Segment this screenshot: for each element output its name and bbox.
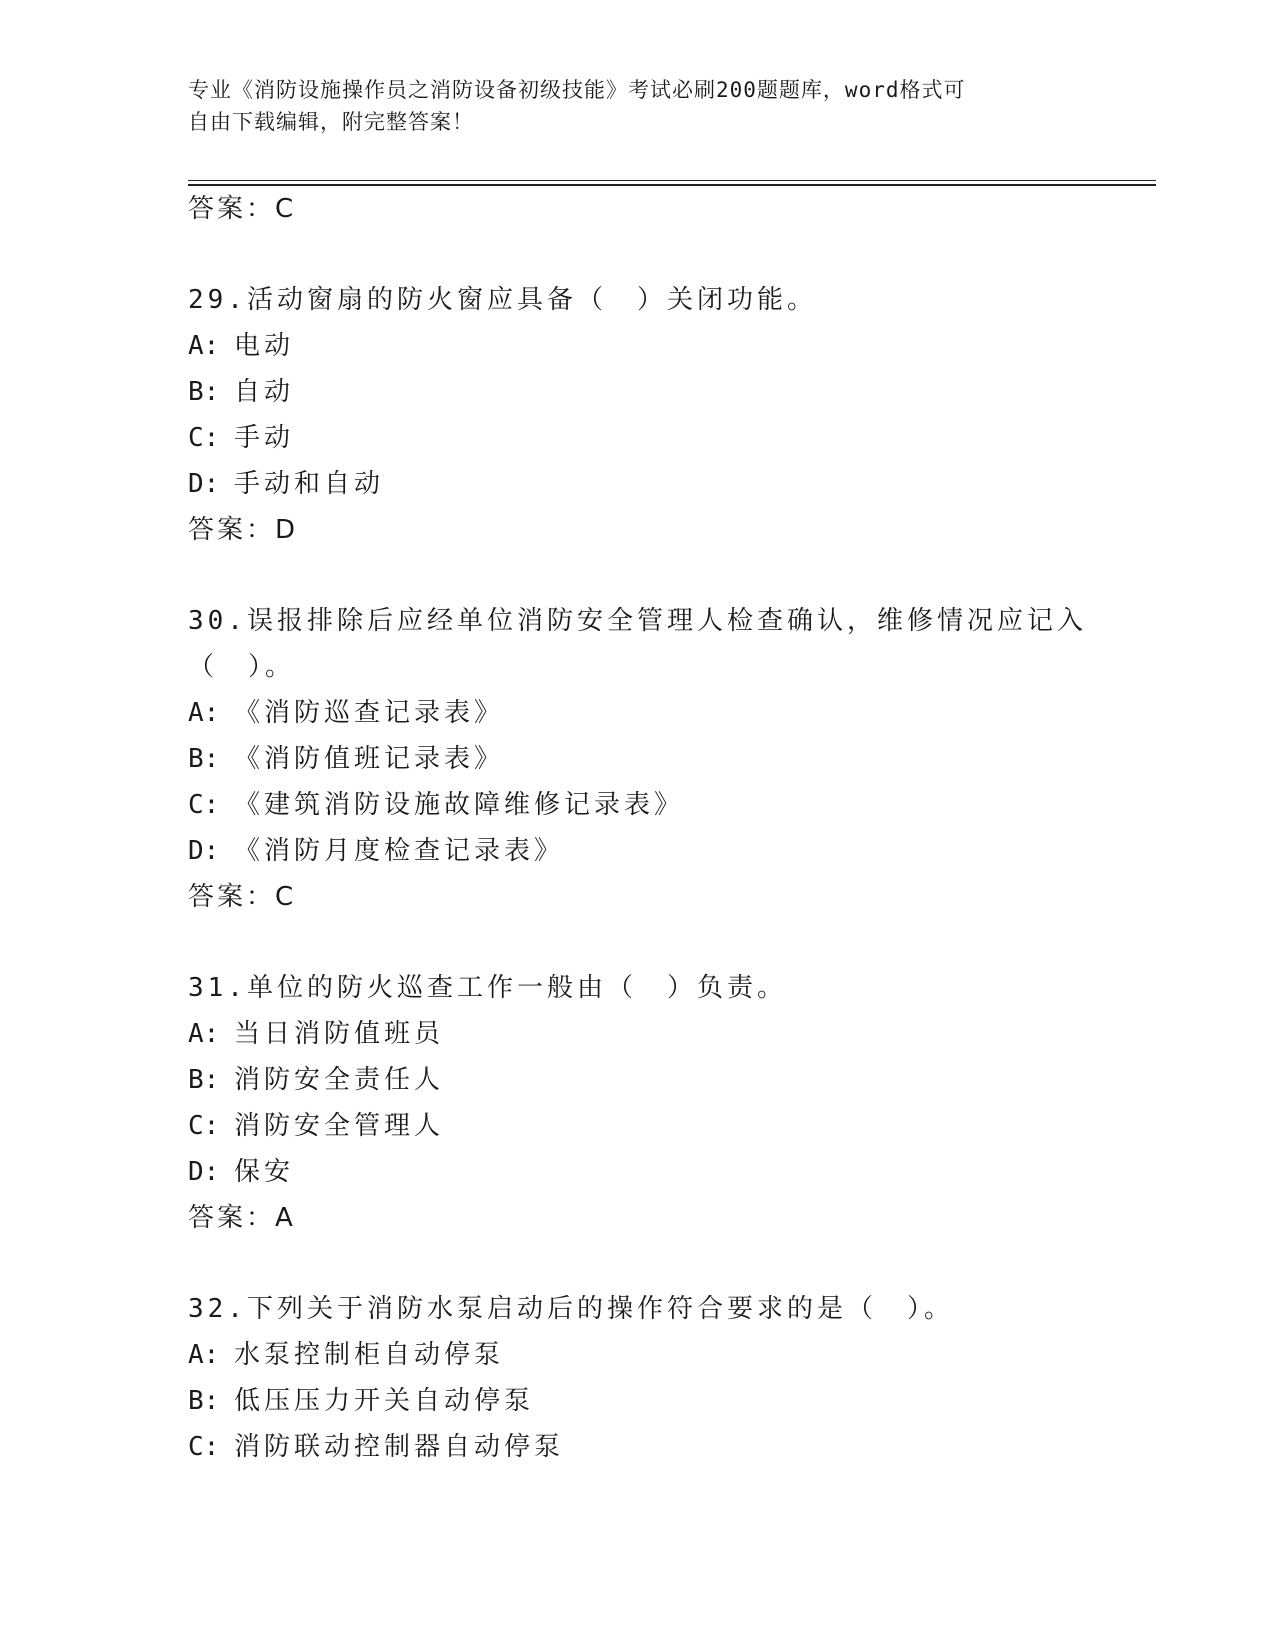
- option-b: [188, 736, 1088, 782]
- answer: 答案：D: [188, 515, 299, 545]
- question-29: [188, 277, 1088, 553]
- option-d: [188, 1149, 1088, 1195]
- option-label: C:: [188, 790, 220, 820]
- question-list: [188, 186, 1088, 1470]
- option-c: [188, 1424, 1088, 1470]
- option-label: A:: [188, 698, 220, 728]
- option-text: 《建筑消防设施故障维修记录表》: [234, 790, 685, 820]
- option-a: [188, 1332, 1088, 1378]
- option-text: 手动: [234, 423, 295, 453]
- option-label: C:: [188, 1111, 220, 1141]
- option-text: 电动: [234, 331, 295, 361]
- option-label: A:: [188, 1340, 220, 1370]
- option-text: 手动和自动: [234, 469, 385, 499]
- option-c: [188, 1103, 1088, 1149]
- question-text: 31.单位的防火巡查工作一般由（ ）负责。: [188, 973, 787, 1003]
- answer: 答案：C: [188, 882, 297, 912]
- option-a: [188, 323, 1088, 369]
- header-divider-thin: [188, 180, 1156, 181]
- option-text: 当日消防值班员: [234, 1019, 445, 1049]
- option-text: 消防安全管理人: [234, 1111, 445, 1141]
- option-label: A:: [188, 331, 220, 361]
- option-text: 《消防巡查记录表》: [234, 698, 505, 728]
- option-b: [188, 1378, 1088, 1424]
- question-32: [188, 1286, 1088, 1470]
- option-label: C:: [188, 1432, 220, 1462]
- option-text: 消防联动控制器自动停泵: [234, 1432, 565, 1462]
- answer: 答案：A: [188, 1203, 296, 1233]
- option-text: 自动: [234, 377, 295, 407]
- option-text: 水泵控制柜自动停泵: [234, 1340, 505, 1370]
- question-text: 30.误报排除后应经单位消防安全管理人检查确认，维修情况应记入（ ）。: [188, 606, 1087, 682]
- option-text: 消防安全责任人: [234, 1065, 445, 1095]
- question-31: [188, 965, 1088, 1241]
- option-label: B:: [188, 744, 220, 774]
- option-b: [188, 369, 1088, 415]
- option-text: 低压压力开关自动停泵: [234, 1386, 535, 1416]
- option-d: [188, 461, 1088, 507]
- option-label: D:: [188, 469, 220, 499]
- option-label: C:: [188, 423, 220, 453]
- option-text: 《消防值班记录表》: [234, 744, 505, 774]
- option-label: A:: [188, 1019, 220, 1049]
- header-line-2: 自由下载编辑，附完整答案！: [188, 110, 474, 134]
- option-label: D:: [188, 836, 220, 866]
- option-label: B:: [188, 377, 220, 407]
- question-text: 32.下列关于消防水泵启动后的操作符合要求的是（ ）。: [188, 1294, 954, 1324]
- option-c: [188, 782, 1088, 828]
- document-header: [188, 74, 1088, 138]
- option-a: [188, 1011, 1088, 1057]
- question-30: [188, 598, 1088, 920]
- option-text: 保安: [234, 1157, 295, 1187]
- option-b: [188, 1057, 1088, 1103]
- option-label: B:: [188, 1386, 220, 1416]
- option-label: D:: [188, 1157, 220, 1187]
- option-label: B:: [188, 1065, 220, 1095]
- option-a: [188, 690, 1088, 736]
- header-line-1: 专业《消防设施操作员之消防设备初级技能》考试必刷200题题库，word格式可: [188, 78, 966, 102]
- question-text: 29.活动窗扇的防火窗应具备（ ）关闭功能。: [188, 285, 817, 315]
- option-c: [188, 415, 1088, 461]
- option-text: 《消防月度检查记录表》: [234, 836, 565, 866]
- option-d: [188, 828, 1088, 874]
- previous-answer: 答案：C: [188, 194, 297, 224]
